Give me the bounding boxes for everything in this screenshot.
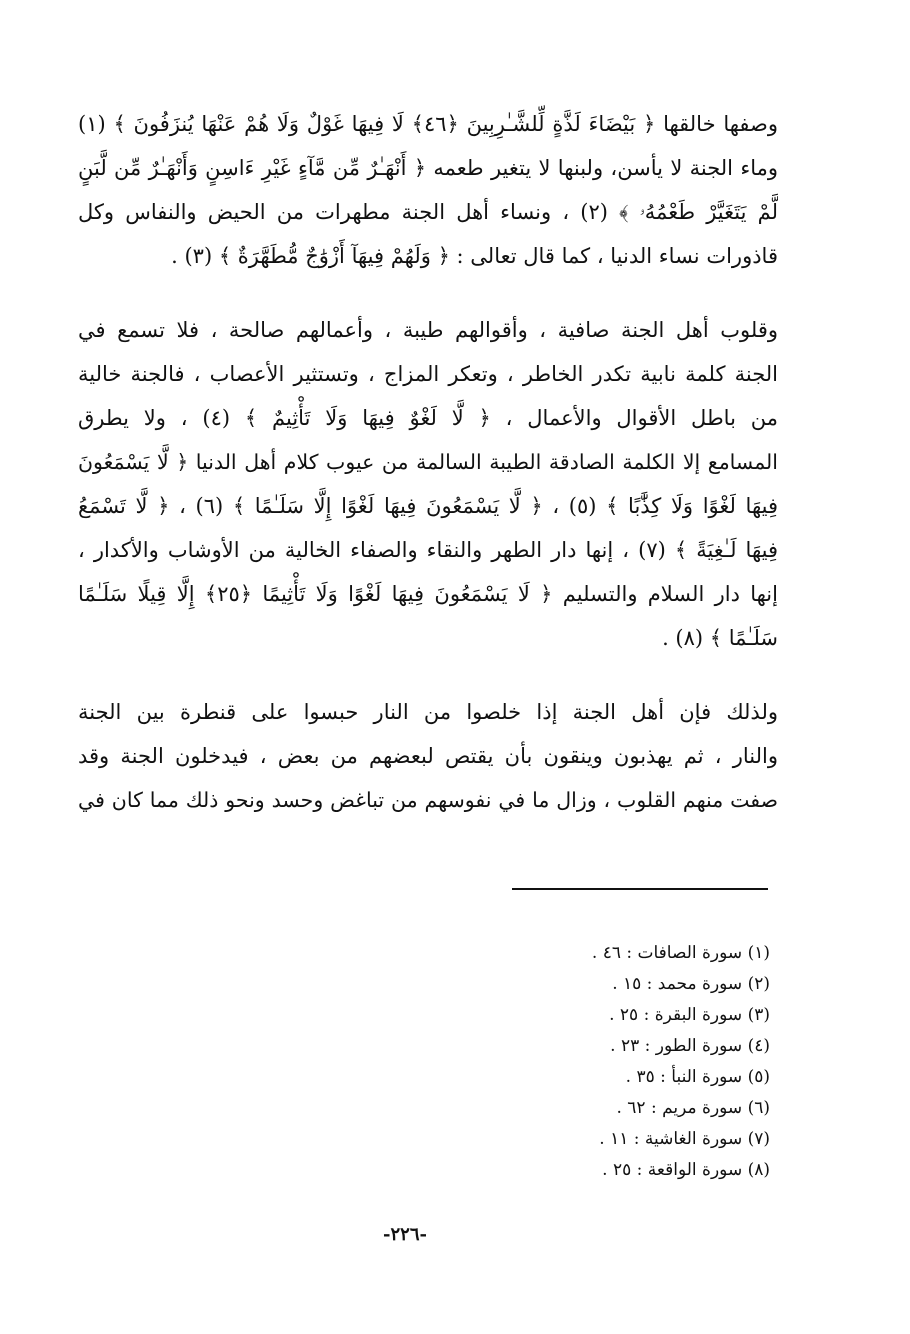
page-number: -٢٢٦-	[383, 1224, 427, 1245]
footnote: (٥) سورة النبأ : ٣٥ .	[625, 1067, 770, 1087]
text-line: سَلَـٰمًا ﴾ (٨) .	[662, 626, 778, 650]
main-text	[78, 102, 778, 822]
text-line: صفت منهم القلوب ، وزال ما في نفوسهم من تباغض وحسد ونحو ذلك مما كان في	[78, 788, 778, 812]
text-line: قاذورات نساء الدنيا ، كما قال تعالى : ﴿ وَلَهُمْ فِيهَآ أَزْوَٰجٌ مُّطَهَّرَةٌ ﴾ (٣) .	[171, 244, 778, 268]
footnote: (٦) سورة مريم : ٦٢ .	[616, 1098, 770, 1118]
text-line: وماء الجنة لا يأسن، ولبنها لا يتغير طعمه ﴿ أَنْهَـٰرٌ مِّن مَّآءٍ غَيْرِ ءَاسِنٍ وَأَنْهَـٰرٌ مِّن لَّبَنٍ	[78, 156, 778, 180]
text-line: الجنة كلمة نابية تكدر الخاطر ، وتعكر المزاج ، وتستثير الأعصاب ، فالجنة خالية	[78, 362, 778, 386]
footnote: (٨) سورة الواقعة : ٢٥ .	[602, 1160, 770, 1180]
text-line: والنار ، ثم يهذبون وينقون بأن يقتص لبعضهم من بعض ، فيدخلون الجنة وقد	[78, 744, 778, 768]
paragraph-3	[78, 690, 778, 822]
paragraph-2	[78, 308, 778, 660]
text-line: فِيهَا لَـٰغِيَةً ﴾ (٧) ، إنها دار الطهر والنقاء والصفاء الخالية من الأوشاب والأكدار ،	[78, 538, 778, 562]
footnote: (٤) سورة الطور : ٢٣ .	[610, 1036, 770, 1056]
text-line: لَّمْ يَتَغَيَّرْ طَعْمُهُۥ ﴾ (٢) ، ونساء أهل الجنة مطهرات من الحيض والنفاس وكل	[78, 200, 778, 224]
footnotes	[500, 938, 770, 1186]
paragraph-gap	[78, 660, 778, 690]
footnote: (٧) سورة الغاشية : ١١ .	[599, 1129, 770, 1149]
footnote: (٣) سورة البقرة : ٢٥ .	[609, 1005, 770, 1025]
text-line: من باطل الأقوال والأعمال ، ﴿ لَّا لَغْوٌ فِيهَا وَلَا تَأْثِيمٌ ﴾ (٤) ، ولا يطرق	[78, 406, 778, 430]
text-line: المسامع إلا الكلمة الصادقة الطيبة السالمة من عيوب كلام أهل الدنيا ﴿ لَّا يَسْمَعُونَ	[78, 450, 778, 474]
text-line: ولذلك فإن أهل الجنة إذا خلصوا من النار حبسوا على قنطرة بين الجنة	[78, 700, 778, 724]
footnote: (٢) سورة محمد : ١٥ .	[612, 974, 770, 994]
text-line: فِيهَا لَغْوًا وَلَا كِذَّٰبًا ﴾ (٥) ، ﴿ لَّا يَسْمَعُونَ فِيهَا لَغْوًا إِلَّا سَلَـٰمًا ﴾ (٦) ، ﴿ لَّا تَسْمَعُ	[78, 494, 778, 518]
footnote-divider	[512, 888, 768, 890]
text-line: إنها دار السلام والتسليم ﴿ لَا يَسْمَعُونَ فِيهَا لَغْوًا وَلَا تَأْثِيمًا ﴿٢٥﴾ إِلَّا قِيلًا سَلَـٰمًا	[78, 582, 778, 606]
footnote: (١) سورة الصافات : ٤٦ .	[591, 943, 770, 963]
text-line: وصفها خالقها ﴿ بَيْضَاءَ لَذَّةٍ لِّلشَّـٰرِبِينَ ﴿٤٦﴾ لَا فِيهَا غَوْلٌ وَلَا هُمْ عَنْهَا يُنزَفُونَ ﴾ (١)	[78, 112, 778, 136]
paragraph-1	[78, 102, 778, 278]
text-line: وقلوب أهل الجنة صافية ، وأقوالهم طيبة ، وأعمالهم صالحة ، فلا تسمع في	[78, 318, 778, 342]
paragraph-gap	[78, 278, 778, 308]
